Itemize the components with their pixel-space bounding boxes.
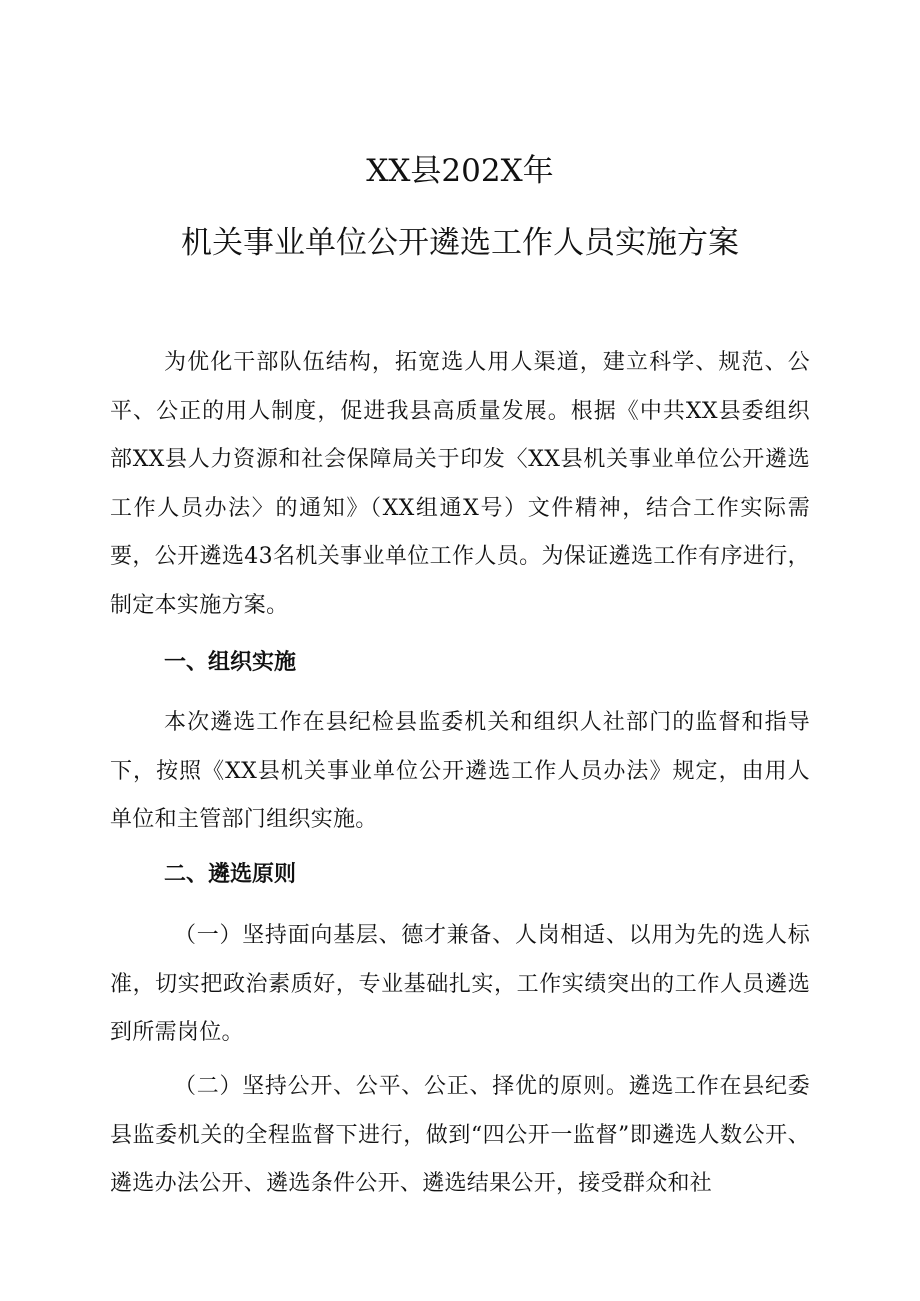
document-title-line-1: XX县202X年 xyxy=(366,153,554,189)
document-title-line-2: 机关事业单位公开遴选工作人员实施方案 xyxy=(181,225,739,261)
principle-item-1: （一）坚持面向基层、德才兼备、人岗相适、以用为先的选人标准，切实把政治素质好，专业基础扎实，工作实绩突出的工作人员遴选到所需岗位。 xyxy=(110,923,810,1045)
section-heading-organization: 一、组织实施 xyxy=(164,650,297,675)
intro-paragraph: 为优化干部队伍结构，拓宽选人用人渠道，建立科学、规范、公平、公正的用人制度，促进我县高质量发展。根据《中共XX县委组织部XX县人力资源和社会保障局关于印发〈XX县机关事业单位公开遴选工作人员办法〉的通知》（XX组通X号）文件精神，结合工作实际需要，公开遴选43名机关事业单位工作人员。为保证遴选工作有序进行，制定本实施方案。 xyxy=(110,350,810,618)
organization-paragraph: 本次遴选工作在县纪检县监委机关和组织人社部门的监督和指导下，按照《XX县机关事业单位公开遴选工作人员办法》规定，由用人单位和主管部门组织实施。 xyxy=(110,710,810,832)
principle-item-2: （二）坚持公开、公平、公正、择优的原则。遴选工作在县纪委县监委机关的全程监督下进行，做到“四公开一监督”即遴选人数公开、遴选办法公开、遴选条件公开、遴选结果公开，接受群众和社 xyxy=(110,1074,810,1196)
section-heading-principles: 二、遴选原则 xyxy=(164,862,297,887)
